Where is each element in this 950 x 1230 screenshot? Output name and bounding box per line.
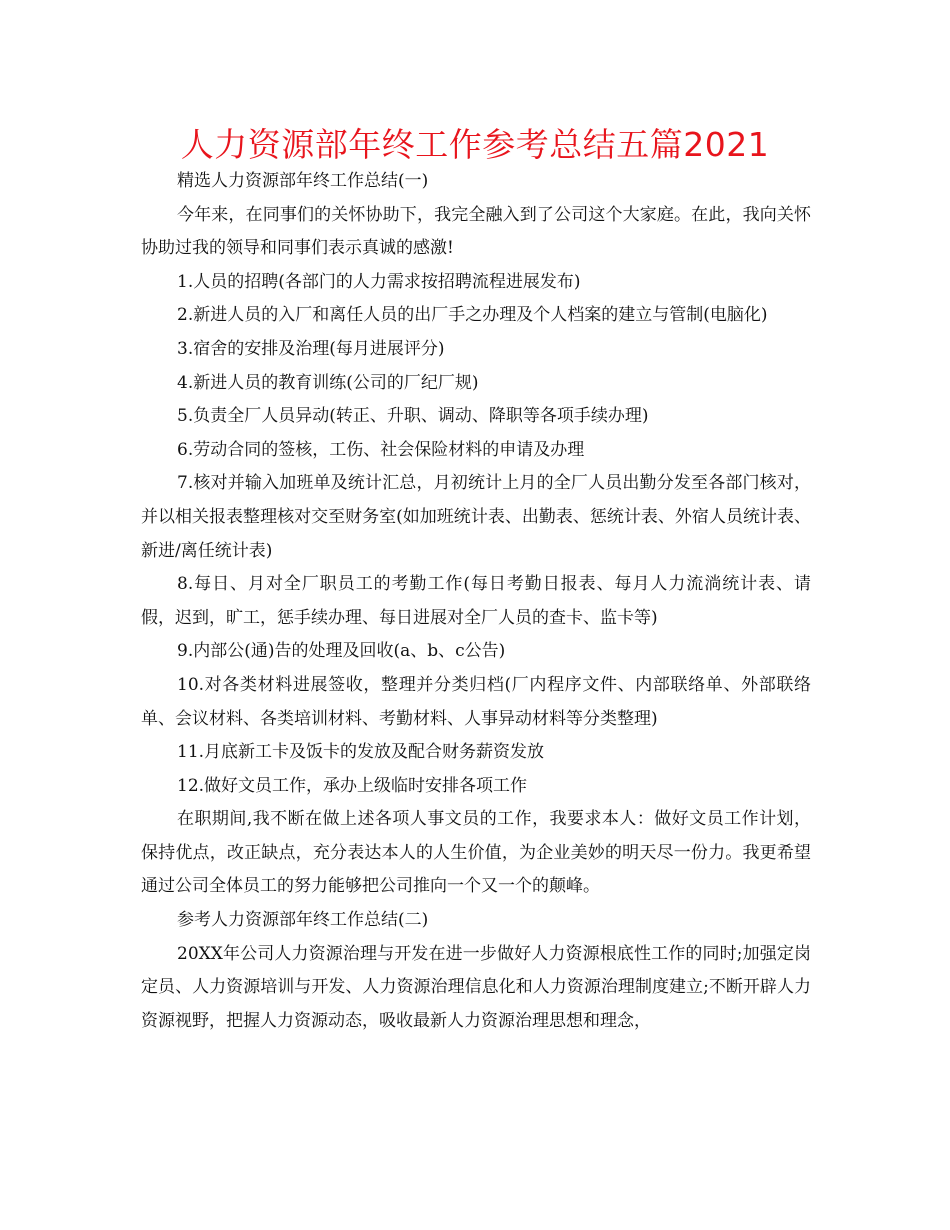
list-item-12: 12.做好文员工作，承办上级临时安排各项工作 (177, 775, 528, 796)
section-heading-1: 精选人力资源部年终工作总结(一) (177, 171, 429, 191)
list-item-4: 4.新进人员的教育训练(公司的厂纪厂规) (177, 372, 479, 393)
list-item-1: 1.人员的招聘(各部门的人力需求按招聘流程进展发布) (177, 271, 581, 292)
list-item-11: 11.月底新工卡及饭卡的发放及配合财务薪资发放 (177, 742, 545, 763)
list-item-10: 10.对各类材料进展签收，整理并分类归档(厂内程序文件、内部联络单、外部联络单、会议材料、各类培训材料、考勤材料、人事异动材料等分类整理) (141, 674, 811, 729)
list-item-9: 9.内部公(通)告的处理及回收(a、b、c公告) (177, 641, 506, 662)
document-body (141, 165, 811, 1038)
paragraph-summary: 在职期间,我不断在做上述各项人事文员的工作，我要求本人：做好文员工作计划，保持优点，改正缺点，充分表达本人的人生价值，为企业美妙的明天尽一份力。我更希望通过公司全体员工的努力能够把公司推向一个又一个的颠峰。 (141, 809, 811, 897)
list-item-7: 7.核对并输入加班单及统计汇总，月初统计上月的全厂人员出勤分发至各部门核对，并以相关报表整理核对交至财务室(如加班统计表、出勤表、惩统计表、外宿人员统计表、新进/离任统计表) (141, 473, 811, 561)
document-title: 人力资源部年终工作参考总结五篇2021 (180, 125, 770, 164)
list-item-3: 3.宿舍的安排及治理(每月进展评分) (177, 338, 445, 359)
list-item-6: 6.劳动合同的签核，工伤、社会保险材料的申请及办理 (177, 439, 585, 460)
section-heading-2: 参考人力资源部年终工作总结(二) (177, 910, 429, 931)
list-item-5: 5.负责全厂人员异动(转正、升职、调动、降职等各项手续办理) (177, 406, 649, 427)
list-item-8: 8.每日、月对全厂职员工的考勤工作(每日考勤日报表、每月人力流淌统计表、请假，迟到，旷工，惩手续办理、每日进展对全厂人员的查卡、监卡等) (141, 574, 811, 628)
paragraph-intro: 今年来，在同事们的关怀协助下，我完全融入到了公司这个大家庭。在此，我向关怀协助过我的领导和同事们表示真诚的感激! (141, 204, 811, 259)
list-item-2: 2.新进人员的入厂和离任人员的出厂手之办理及个人档案的建立与管制(电脑化) (177, 305, 768, 326)
paragraph-section-2: 20XX年公司人力资源治理与开发在进一步做好人力资源根底性工作的同时;加强定岗定员、人力资源培训与开发、人力资源治理信息化和人力资源治理制度建立;不断开辟人力资源视野，把握人力资源动态，吸收最新人力资源治理思想和理念， (141, 943, 811, 1031)
